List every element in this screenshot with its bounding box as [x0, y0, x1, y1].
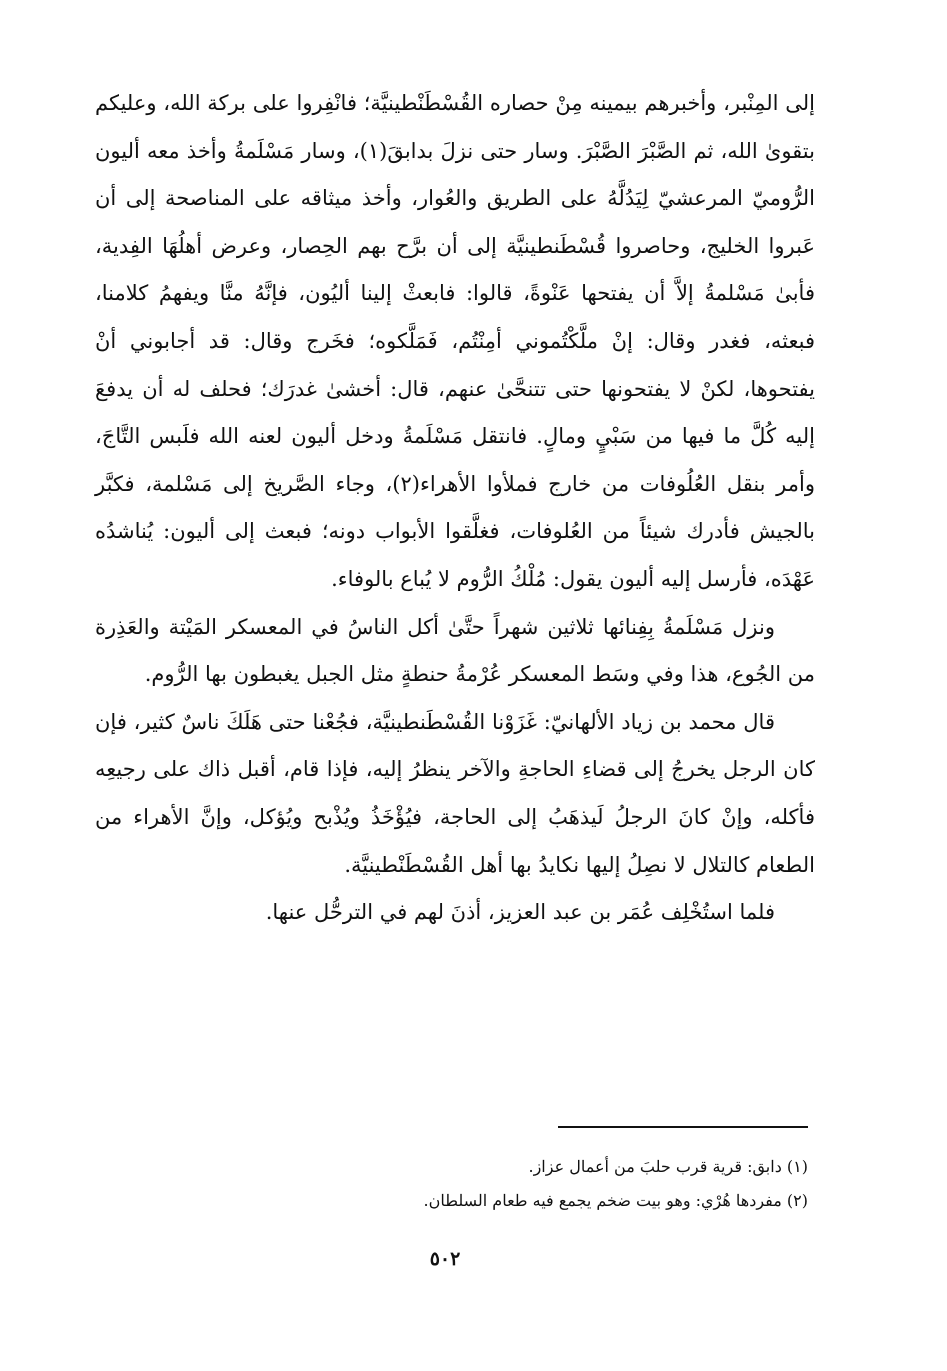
- paragraph-4: فلما استُخْلِف عُمَر بن عبد العزيز، أذنَ لهم في الترحُّل عنها.: [265, 900, 775, 925]
- paragraph-1: إلى المِنْبر، وأخبرهم بيمينه مِنْ حصاره القُسْطَنْطينيَّة؛ فانْفِروا على بركة الله، وعليكم بتقوىٰ الله، ثم الصَّبْرَ الصَّبْرَ. وسار حتى نزلَ بدابقَ(١)، وسار مَسْلَمةُ وأخذ معه أليون الرُّوميّ المرعشيّ لِيَدُلَّهُ على الطريق والعُوار، وأخذ ميثاقه على المناصحة إلى أن عَبروا الخليج، وحاصروا قُسْطَنطينيَّة إلى أن برَّح بهم الحِصار، وعرض أهلُهَا الفِدية، فأبىٰ مَسْلمةُ إلاَّ أن يفتحها عَنْوةً، قالوا: فابعثْ إلينا أليُون، فإنَّهُ منَّا ويفهمُ كلامنا، فبعثه، فغدر وقال: إنْ ملَّكْتُموني أمِنْتُم، فَمَلَّكوه؛ فخَرج وقال: قد أجابوني أنْ يفتحوها، لكنْ لا يفتحونها حتى تتنحَّىٰ عنهم، قال: أخشىٰ غدرَك؛ فحلف له أن يدفعَ إليه كُلَّ ما فيها من سَبْيٍ ومالٍ. فانتقل مَسْلَمةُ ودخل أليون لعنه الله فلَبس التَّاجَ، وأمر بنقل العُلُوفات من خارج فملأوا الأهراء(٢)، وجاء الصَّريخ إلى مَسْلمة، فكبَّر بالجيش فأدرك شيئاً من العُلوفات، فغلَّقوا الأبواب دونه؛ فبعث إلى أليون: يُناشدُه عَهْدَه، فأرسل إليه أليون يقول: مُلْكُ الرُّوم لا يُباع بالوفاء.: [95, 91, 816, 591]
- paragraph-2: ونزل مَسْلَمةُ بِفِنائها ثلاثين شهراً حتَّىٰ أكل الناسُ في المعسكر المَيْتة والعَذِرة من الجُوع، هذا وفي وسَط المعسكر عُرْمةُ حنطةٍ مثل الجبل يغبطون بها الرُّوم.: [95, 614, 815, 687]
- main-text: [95, 80, 815, 937]
- page-number: ٥٠٢: [429, 1248, 461, 1270]
- footnotes: [300, 1150, 808, 1218]
- footnote-1: (١) دابق: قرية قرب حلبَ من أعمال عزاز.: [528, 1157, 808, 1176]
- footnote-divider: [558, 1126, 808, 1128]
- footnote-2: (٢) مفردها هُرْي: وهو بيت ضخم يجمع فيه طعام السلطان.: [423, 1191, 808, 1210]
- paragraph-3: قال محمد بن زياد الألهانيّ: غَزَوْنا القُسْطَنطينيَّة، فجُعْنا حتى هَلَكَ ناسٌ كثير، فإن كان الرجل يخرجُ إلى قضاءِ الحاجةِ والآخر ينظرُ إليه، فإذا قام، أقبل ذاك على رجيعِه فأكله، وإنْ كانَ الرجلُ لَيذهَبُ إلى الحاجة، فيُؤْخَذُ ويُذْبح ويُؤكل، وإنَّ الأهراء من الطعام كالتلال لا نصِلُ إليها نكايدُ بها أهل القُسْطَنْطينيَّة.: [95, 709, 815, 877]
